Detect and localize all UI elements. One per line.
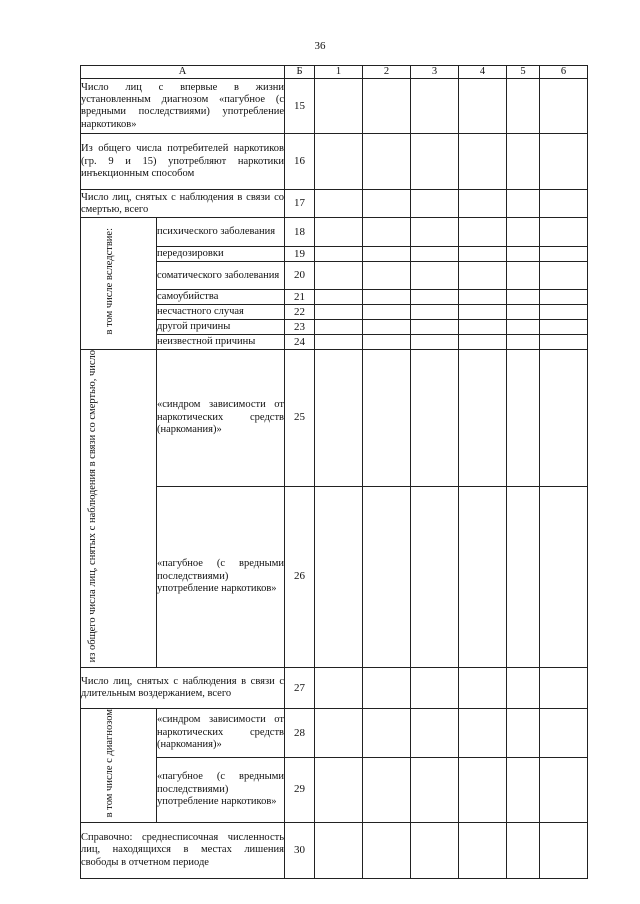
row-label: Число лиц, снятых с наблюдения в связи со смертью, всего: [81, 190, 285, 218]
data-cell[interactable]: [540, 822, 588, 878]
data-cell[interactable]: [315, 486, 363, 668]
data-cell[interactable]: [363, 79, 411, 134]
row-code: 19: [285, 247, 315, 262]
data-cell[interactable]: [507, 822, 540, 878]
data-cell[interactable]: [459, 335, 507, 350]
header-col-1: 1: [315, 66, 363, 79]
data-cell[interactable]: [459, 290, 507, 305]
group-label-text: в том числе с диагнозом: [103, 709, 115, 818]
data-cell[interactable]: [540, 335, 588, 350]
header-col-a: А: [81, 66, 285, 79]
row-code: 22: [285, 305, 315, 320]
data-cell[interactable]: [540, 134, 588, 190]
data-cell[interactable]: [411, 486, 459, 668]
header-row: [81, 66, 588, 79]
data-cell[interactable]: [507, 190, 540, 218]
row-label: другой причины: [157, 320, 285, 335]
data-cell[interactable]: [315, 290, 363, 305]
data-cell[interactable]: [507, 79, 540, 134]
header-col-3: 3: [411, 66, 459, 79]
data-cell[interactable]: [540, 247, 588, 262]
data-cell[interactable]: [411, 218, 459, 247]
row-label: Справочно: среднесписочная численность лиц, находящихся в местах лишения свободы в отчетном периоде: [81, 822, 285, 878]
row-label: «пагубное (с вредными последствиями) употребление наркотиков»: [157, 757, 285, 822]
data-cell[interactable]: [540, 262, 588, 290]
group-label-abstinence-diagnosis: [81, 709, 157, 823]
data-cell[interactable]: [507, 757, 540, 822]
data-cell[interactable]: [363, 262, 411, 290]
table-row: [81, 757, 588, 822]
data-cell[interactable]: [315, 822, 363, 878]
data-cell[interactable]: [315, 247, 363, 262]
table-row: [81, 247, 588, 262]
data-cell[interactable]: [411, 757, 459, 822]
data-cell[interactable]: [507, 218, 540, 247]
table-row: [81, 350, 588, 486]
data-cell[interactable]: [507, 350, 540, 486]
data-cell[interactable]: [411, 668, 459, 709]
row-label: «синдром зависимости от наркотических средств (наркомания)»: [157, 350, 285, 486]
row-code: 15: [285, 79, 315, 134]
data-cell[interactable]: [459, 134, 507, 190]
row-code: 21: [285, 290, 315, 305]
row-label: «пагубное (с вредными последствиями) употребление наркотиков»: [157, 486, 285, 668]
data-cell[interactable]: [459, 350, 507, 486]
row-label: психического заболевания: [157, 218, 285, 247]
data-cell[interactable]: [411, 247, 459, 262]
table-row: [81, 79, 588, 134]
data-cell[interactable]: [540, 320, 588, 335]
data-cell[interactable]: [411, 190, 459, 218]
data-cell[interactable]: [315, 262, 363, 290]
data-cell[interactable]: [459, 757, 507, 822]
row-label: передозировки: [157, 247, 285, 262]
data-cell[interactable]: [363, 320, 411, 335]
table-row: [81, 134, 588, 190]
data-cell[interactable]: [459, 262, 507, 290]
data-cell[interactable]: [363, 134, 411, 190]
data-cell[interactable]: [363, 305, 411, 320]
data-cell[interactable]: [459, 822, 507, 878]
data-cell[interactable]: [411, 79, 459, 134]
data-cell[interactable]: [363, 190, 411, 218]
data-cell[interactable]: [315, 335, 363, 350]
data-cell[interactable]: [315, 709, 363, 758]
table-row: [81, 218, 588, 247]
table-row: [81, 305, 588, 320]
data-cell[interactable]: [507, 320, 540, 335]
data-cell[interactable]: [411, 822, 459, 878]
row-label: Из общего числа потребителей наркотиков (гр. 9 и 15) употребляют наркотики инъекционным способом: [81, 134, 285, 190]
data-cell[interactable]: [540, 350, 588, 486]
data-cell[interactable]: [315, 757, 363, 822]
data-cell[interactable]: [540, 305, 588, 320]
header-col-6: 6: [540, 66, 588, 79]
header-col-5: 5: [507, 66, 540, 79]
header-col-b: Б: [285, 66, 315, 79]
table-row: [81, 320, 588, 335]
group-label-cause-of-death: [81, 218, 157, 350]
group-label-text: из общего числа лиц, снятых с наблюдения в связи со смертью, число: [86, 350, 98, 663]
data-cell[interactable]: [540, 218, 588, 247]
data-cell[interactable]: [315, 305, 363, 320]
row-label: самоубийства: [157, 290, 285, 305]
data-cell[interactable]: [363, 335, 411, 350]
group-label-text: в том числе вследствие:: [103, 228, 115, 335]
data-cell[interactable]: [459, 79, 507, 134]
row-code: 24: [285, 335, 315, 350]
data-cell[interactable]: [540, 190, 588, 218]
data-cell[interactable]: [459, 320, 507, 335]
data-cell[interactable]: [411, 305, 459, 320]
data-cell[interactable]: [507, 290, 540, 305]
data-cell[interactable]: [540, 486, 588, 668]
row-code: 25: [285, 350, 315, 486]
data-cell[interactable]: [411, 134, 459, 190]
data-cell[interactable]: [459, 247, 507, 262]
table-row: [81, 822, 588, 878]
row-code: 20: [285, 262, 315, 290]
row-label: несчастного случая: [157, 305, 285, 320]
data-cell[interactable]: [315, 79, 363, 134]
data-cell[interactable]: [459, 668, 507, 709]
data-cell[interactable]: [363, 822, 411, 878]
data-cell[interactable]: [540, 757, 588, 822]
data-cell[interactable]: [411, 335, 459, 350]
header-col-4: 4: [459, 66, 507, 79]
data-cell[interactable]: [540, 709, 588, 758]
data-cell[interactable]: [411, 320, 459, 335]
row-code: 27: [285, 668, 315, 709]
data-cell[interactable]: [459, 486, 507, 668]
row-code: 16: [285, 134, 315, 190]
data-cell[interactable]: [507, 668, 540, 709]
row-code: 18: [285, 218, 315, 247]
row-label: соматического заболевания: [157, 262, 285, 290]
data-cell[interactable]: [411, 290, 459, 305]
group-label-death-diagnosis: [81, 350, 157, 668]
data-cell[interactable]: [411, 709, 459, 758]
row-label: Число лиц с впервые в жизни установленным диагнозом «пагубное (с вредными последствиями) употребление наркотиков»: [81, 79, 285, 134]
report-table: [80, 65, 588, 879]
data-cell[interactable]: [363, 218, 411, 247]
data-cell[interactable]: [315, 350, 363, 486]
header-col-2: 2: [363, 66, 411, 79]
data-cell[interactable]: [507, 247, 540, 262]
data-cell[interactable]: [540, 668, 588, 709]
data-cell[interactable]: [507, 486, 540, 668]
table-row: [81, 290, 588, 305]
data-cell[interactable]: [363, 757, 411, 822]
table-row: [81, 262, 588, 290]
row-code: 29: [285, 757, 315, 822]
data-cell[interactable]: [315, 218, 363, 247]
data-cell[interactable]: [540, 290, 588, 305]
data-cell[interactable]: [315, 668, 363, 709]
data-cell[interactable]: [459, 190, 507, 218]
data-cell[interactable]: [411, 262, 459, 290]
row-code: 30: [285, 822, 315, 878]
data-cell[interactable]: [315, 134, 363, 190]
row-code: 26: [285, 486, 315, 668]
data-cell[interactable]: [507, 305, 540, 320]
data-cell[interactable]: [507, 134, 540, 190]
row-code: 23: [285, 320, 315, 335]
data-cell[interactable]: [363, 709, 411, 758]
data-cell[interactable]: [411, 350, 459, 486]
data-cell[interactable]: [363, 486, 411, 668]
data-cell[interactable]: [315, 320, 363, 335]
data-cell[interactable]: [459, 305, 507, 320]
table-row: [81, 190, 588, 218]
data-cell[interactable]: [315, 190, 363, 218]
data-cell[interactable]: [363, 668, 411, 709]
row-label: Число лиц, снятых с наблюдения в связи с длительным воздержанием, всего: [81, 668, 285, 709]
data-cell[interactable]: [363, 247, 411, 262]
page-number: 36: [314, 40, 326, 52]
data-cell[interactable]: [540, 79, 588, 134]
row-label: неизвестной причины: [157, 335, 285, 350]
table-row: [81, 486, 588, 668]
data-cell[interactable]: [363, 290, 411, 305]
data-cell[interactable]: [363, 350, 411, 486]
data-cell[interactable]: [459, 218, 507, 247]
row-code: 17: [285, 190, 315, 218]
data-cell[interactable]: [507, 709, 540, 758]
table-row: [81, 668, 588, 709]
data-cell[interactable]: [507, 335, 540, 350]
row-label: «синдром зависимости от наркотических средств (наркомания)»: [157, 709, 285, 758]
row-code: 28: [285, 709, 315, 758]
data-cell[interactable]: [459, 709, 507, 758]
data-cell[interactable]: [507, 262, 540, 290]
table-row: [81, 709, 588, 758]
table-row: [81, 335, 588, 350]
